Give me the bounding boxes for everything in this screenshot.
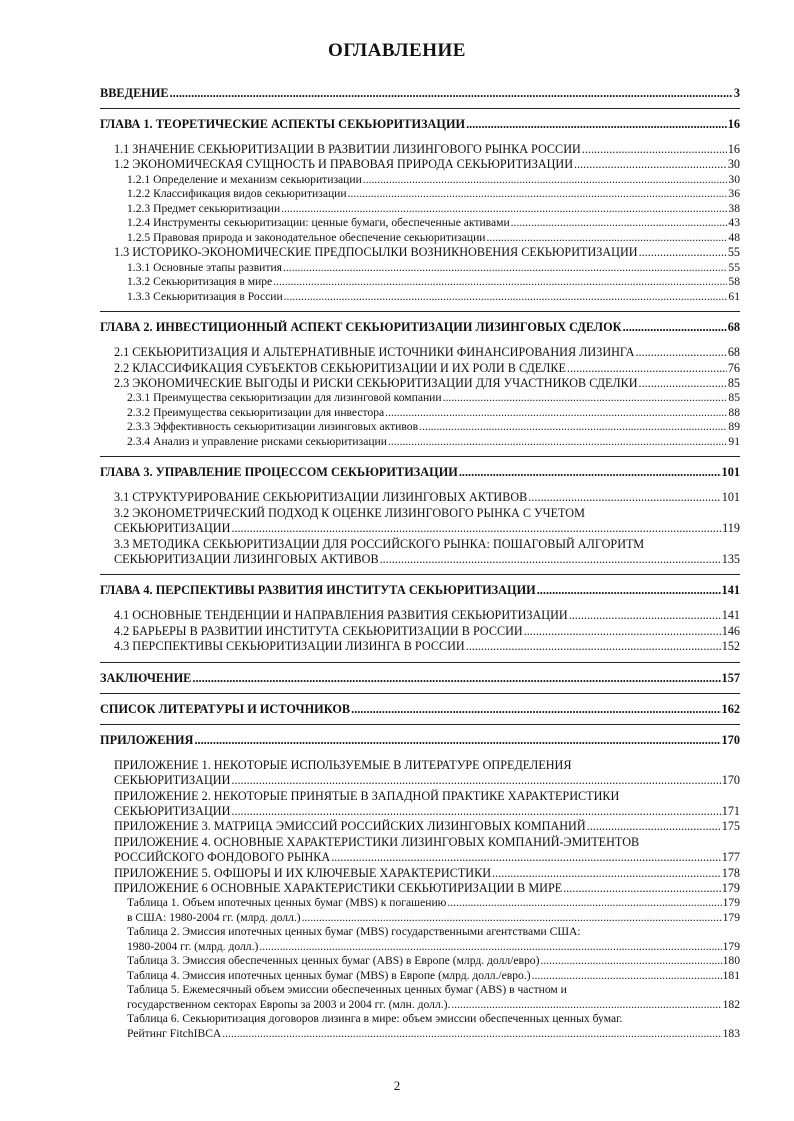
toc-entry-subsection[interactable]: 1.3.1 Основные этапы развития ..... 55 bbox=[100, 261, 740, 276]
page-title: ОГЛАВЛЕНИЕ bbox=[328, 40, 466, 61]
toc-entry-section[interactable]: 2.2 КЛАССИФИКАЦИЯ СУБЪЕКТОВ СЕКЬЮРИТИЗАЦИИ И ИХ РОЛИ В СДЕЛКЕ ..... 76 bbox=[100, 361, 740, 376]
toc-entry-appendix[interactable]: ПРИЛОЖЕНИЕ 6 ОСНОВНЫЕ ХАРАКТЕРИСТИКИ СЕКЬЮТИРИЗАЦИИ В МИРЕ ..... 179 bbox=[100, 881, 740, 896]
toc-entry-chapter-4[interactable]: ГЛАВА 4. ПЕРСПЕКТИВЫ РАЗВИТИЯ ИНСТИТУТА СЕКЬЮРИТИЗАЦИИ ..... 141 bbox=[100, 583, 740, 598]
toc-entry-subsection[interactable]: 1.3.3 Секьюритизация в России ..... 61 bbox=[100, 290, 740, 305]
divider bbox=[100, 662, 740, 663]
toc-entry-section[interactable]: СЕКЬЮРИТИЗАЦИИ ..... 119 bbox=[100, 521, 740, 536]
toc-entry-appendix[interactable]: СЕКЬЮРИТИЗАЦИИ ..... 170 bbox=[100, 773, 740, 788]
divider bbox=[100, 574, 740, 575]
toc-entry-subsection[interactable]: 1.2.4 Инструменты секьюритизации: ценные бумаги, обеспеченные активами ..... 43 bbox=[100, 216, 740, 231]
toc-entry-subsection[interactable]: 1.3.2 Секьюритизация в мире ..... 58 bbox=[100, 275, 740, 290]
toc-entry-appendix[interactable]: ПРИЛОЖЕНИЕ 3. МАТРИЦА ЭМИССИЙ РОССИЙСКИХ ЛИЗИНГОВЫХ КОМПАНИЙ ..... 175 bbox=[100, 819, 740, 834]
divider bbox=[100, 693, 740, 694]
toc-entry-table[interactable]: в США: 1980-2004 гг. (млрд. долл.) ..... 179 bbox=[100, 911, 740, 926]
toc-entry-table[interactable]: Таблица 4. Эмиссия ипотечных ценных бумаг (MBS) в Европе (млрд. долл./евро.) ..... 181 bbox=[100, 969, 740, 984]
toc-entry-subsection[interactable]: 2.3.1 Преимущества секьюритизации для лизинговой компании ..... 85 bbox=[100, 391, 740, 406]
toc-entry-table[interactable]: Таблица 1. Объем ипотечных ценных бумаг (MBS) к погашению ..... 179 bbox=[100, 896, 740, 911]
toc-entry-references[interactable]: СПИСОК ЛИТЕРАТУРЫ И ИСТОЧНИКОВ ..... 162 bbox=[100, 702, 740, 717]
toc-entry-section[interactable]: 1.3 ИСТОРИКО-ЭКОНОМИЧЕСКИЕ ПРЕДПОСЫЛКИ ВОЗНИКНОВЕНИЯ СЕКЬЮРИТИЗАЦИИ ..... 55 bbox=[100, 245, 740, 260]
toc-entry-introduction[interactable]: ВВЕДЕНИЕ ..... 3 bbox=[100, 86, 740, 101]
toc-entry-section[interactable]: 4.2 БАРЬЕРЫ В РАЗВИТИИ ИНСТИТУТА СЕКЬЮРИТИЗАЦИИ В РОССИИ ..... 146 bbox=[100, 624, 740, 639]
toc-entry-subsection[interactable]: 1.2.1 Определение и механизм секьюритизации ..... 30 bbox=[100, 173, 740, 188]
toc-entry-subsection[interactable]: 2.3.2 Преимущества секьюритизации для инвестора ..... 88 bbox=[100, 406, 740, 421]
toc-entry-appendices[interactable]: ПРИЛОЖЕНИЯ ..... 170 bbox=[100, 733, 740, 748]
toc-entry-subsection[interactable]: 1.2.2 Классификация видов секьюритизации ..... 36 bbox=[100, 187, 740, 202]
toc-entry-section[interactable]: 2.1 СЕКЬЮРИТИЗАЦИЯ И АЛЬТЕРНАТИВНЫЕ ИСТОЧНИКИ ФИНАНСИРОВАНИЯ ЛИЗИНГА ..... 68 bbox=[100, 345, 740, 360]
divider bbox=[100, 456, 740, 457]
toc-entry-appendix[interactable]: ПРИЛОЖЕНИЕ 5. ОФШОРЫ И ИХ КЛЮЧЕВЫЕ ХАРАКТЕРИСТИКИ ..... 178 bbox=[100, 866, 740, 881]
toc-entry-table[interactable]: Таблица 3. Эмиссия обеспеченных ценных бумаг (ABS) в Европе (млрд. долл/евро) ..... 180 bbox=[100, 954, 740, 969]
toc-entry-section[interactable]: 1.2 ЭКОНОМИЧЕСКАЯ СУЩНОСТЬ И ПРАВОВАЯ ПРИРОДА СЕКЬЮРИТИЗАЦИИ ..... 30 bbox=[100, 157, 740, 172]
table-of-contents bbox=[100, 86, 740, 1041]
toc-entry-table[interactable]: 1980-2004 гг. (млрд. долл.) ..... 179 bbox=[100, 940, 740, 955]
toc-entry-chapter-2[interactable]: ГЛАВА 2. ИНВЕСТИЦИОННЫЙ АСПЕКТ СЕКЬЮРИТИЗАЦИИ ЛИЗИНГОВЫХ СДЕЛОК ..... 68 bbox=[100, 320, 740, 335]
toc-entry-subsection[interactable]: 2.3.3 Эффективность секьюритизации лизинговых активов ..... 89 bbox=[100, 420, 740, 435]
toc-entry-conclusion[interactable]: ЗАКЛЮЧЕНИЕ ..... 157 bbox=[100, 671, 740, 686]
page-number: 2 bbox=[393, 1078, 401, 1093]
toc-entry-section-heading[interactable]: 3.3 МЕТОДИКА СЕКЬЮРИТИЗАЦИИ ДЛЯ РОССИЙСКОГО РЫНКА: ПОШАГОВЫЙ АЛГОРИТМ bbox=[114, 536, 645, 551]
toc-entry-table-heading[interactable]: Таблица 6. Секьюритизация договоров лизинга в мире: объем эмиссии обеспеченных ценных бумаг. bbox=[127, 1012, 623, 1026]
toc-entry-subsection[interactable]: 1.2.5 Правовая природа и законодательное обеспечение секьюритизации ..... 48 bbox=[100, 231, 740, 246]
toc-entry-section[interactable]: 3.1 СТРУКТУРИРОВАНИЕ СЕКЬЮРИТИЗАЦИИ ЛИЗИНГОВЫХ АКТИВОВ ..... 101 bbox=[100, 490, 740, 505]
toc-entry-chapter-3[interactable]: ГЛАВА 3. УПРАВЛЕНИЕ ПРОЦЕССОМ СЕКЬЮРИТИЗАЦИИ ..... 101 bbox=[100, 465, 740, 480]
toc-entry-section[interactable]: 4.3 ПЕРСПЕКТИВЫ СЕКЬЮРИТИЗАЦИИ ЛИЗИНГА В РОССИИ ..... 152 bbox=[100, 639, 740, 654]
divider bbox=[100, 311, 740, 312]
toc-entry-appendix[interactable]: СЕКЬЮРИТИЗАЦИИ ..... 171 bbox=[100, 804, 740, 819]
toc-entry-table-heading[interactable]: Таблица 2. Эмиссия ипотечных ценных бумаг (MBS) государственными агентствами США: bbox=[127, 925, 581, 939]
toc-entry-appendix-heading[interactable]: ПРИЛОЖЕНИЕ 4. ОСНОВНЫЕ ХАРАКТЕРИСТИКИ ЛИЗИНГОВЫХ КОМПАНИЙ-ЭМИТЕНТОВ bbox=[114, 834, 640, 849]
toc-entry-section[interactable]: 1.1 ЗНАЧЕНИЕ СЕКЬЮРИТИЗАЦИИ В РАЗВИТИИ ЛИЗИНГОВОГО РЫНКА РОССИИ ..... 16 bbox=[100, 142, 740, 157]
divider bbox=[100, 108, 740, 109]
toc-entry-appendix-heading[interactable]: ПРИЛОЖЕНИЕ 2. НЕКОТОРЫЕ ПРИНЯТЫЕ В ЗАПАДНОЙ ПРАКТИКЕ ХАРАКТЕРИСТИКИ bbox=[114, 788, 620, 803]
toc-entry-section[interactable]: 2.3 ЭКОНОМИЧЕСКИЕ ВЫГОДЫ И РИСКИ СЕКЬЮРИТИЗАЦИИ ДЛЯ УЧАСТНИКОВ СДЕЛКИ ..... 85 bbox=[100, 376, 740, 391]
toc-entry-appendix[interactable]: РОССИЙСКОГО ФОНДОВОГО РЫНКА ..... 177 bbox=[100, 850, 740, 865]
toc-entry-chapter-1[interactable]: ГЛАВА 1. ТЕОРЕТИЧЕСКИЕ АСПЕКТЫ СЕКЬЮРИТИЗАЦИИ ..... 16 bbox=[100, 117, 740, 132]
toc-entry-section-heading[interactable]: 3.2 ЭКОНОМЕТРИЧЕСКИЙ ПОДХОД К ОЦЕНКЕ ЛИЗИНГОВОГО РЫНКА С УЧЕТОМ bbox=[114, 505, 585, 520]
toc-entry-subsection[interactable]: 1.2.3 Предмет секьюритизации ..... 38 bbox=[100, 202, 740, 217]
toc-entry-subsection[interactable]: 2.3.4 Анализ и управление рисками секьюритизации ..... 91 bbox=[100, 435, 740, 450]
toc-entry-section[interactable]: 4.1 ОСНОВНЫЕ ТЕНДЕНЦИИ И НАПРАВЛЕНИЯ РАЗВИТИЯ СЕКЬЮРИТИЗАЦИИ ..... 141 bbox=[100, 608, 740, 623]
toc-entry-table[interactable]: государственном секторах Европы за 2003 и 2004 гг. (млн. долл.). ..... 182 bbox=[100, 998, 740, 1013]
toc-entry-table-heading[interactable]: Таблица 5. Ежемесячный объем эмиссии обеспеченных ценных бумаг (ABS) в частном и bbox=[127, 983, 567, 997]
toc-entry-section[interactable]: СЕКЬЮРИТИЗАЦИИ ЛИЗИНГОВЫХ АКТИВОВ ..... 135 bbox=[100, 552, 740, 567]
toc-entry-table[interactable]: Рейтинг FitchIBCA ..... 183 bbox=[100, 1027, 740, 1042]
toc-entry-appendix-heading[interactable]: ПРИЛОЖЕНИЕ 1. НЕКОТОРЫЕ ИСПОЛЬЗУЕМЫЕ В ЛИТЕРАТУРЕ ОПРЕДЕЛЕНИЯ bbox=[114, 757, 572, 772]
divider bbox=[100, 724, 740, 725]
